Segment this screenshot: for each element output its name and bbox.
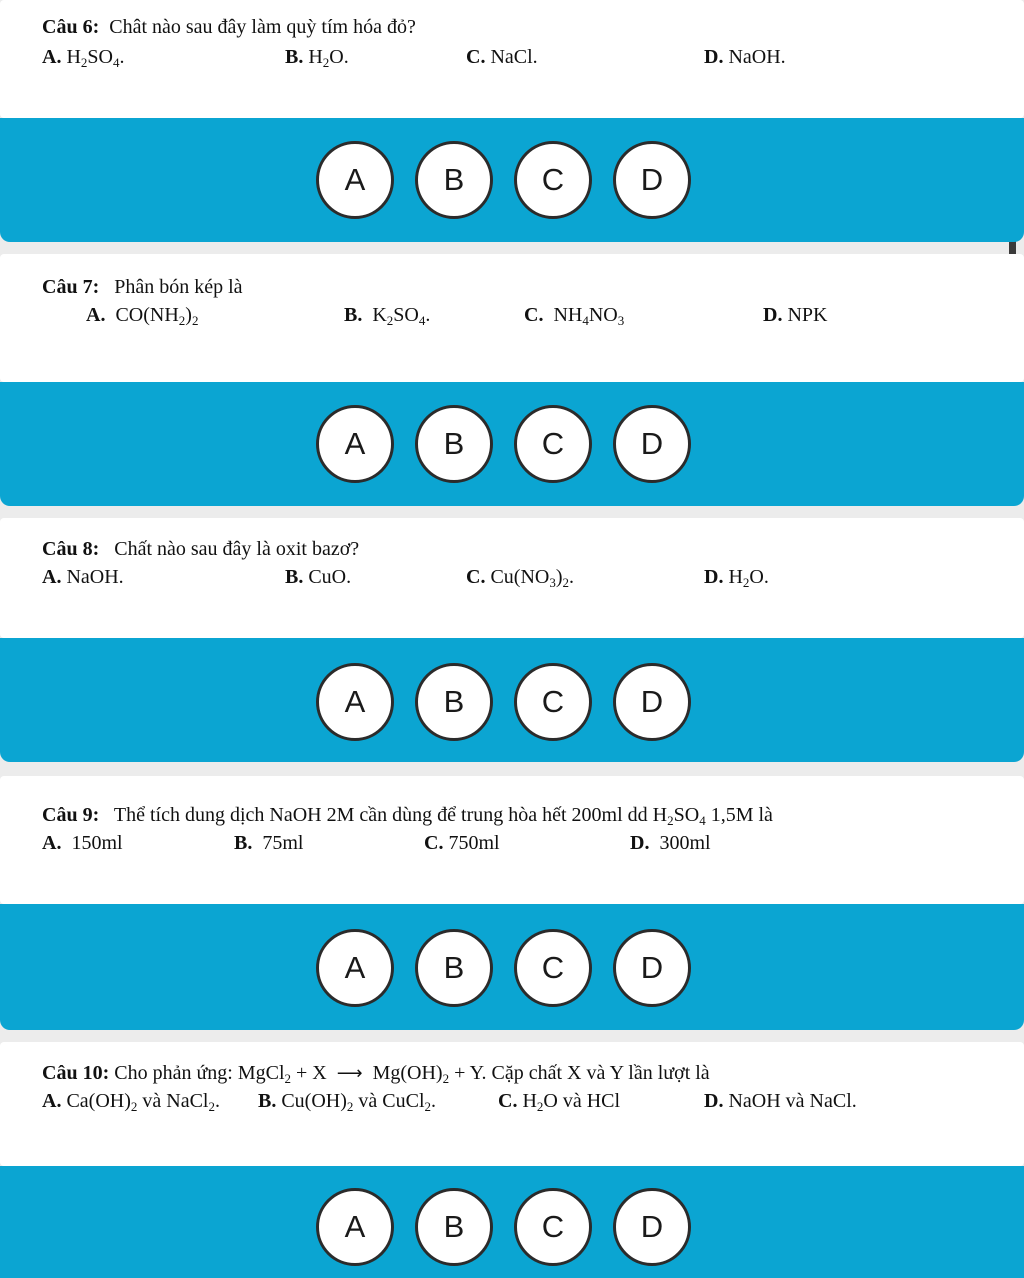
answer-button-d[interactable]: D xyxy=(613,405,691,483)
option-a: A. 150ml xyxy=(42,832,123,854)
question-title: Câu 9: Thể tích dung dịch NaOH 2M cần dùng để trung hòa hết 200ml dd $H_2SO_4$ 1,5M là xyxy=(42,804,773,828)
question-card-7 xyxy=(0,254,1024,382)
answer-button-c[interactable]: C xyxy=(514,141,592,219)
option-d: D. NaOH và NaCl. xyxy=(704,1090,857,1112)
answer-button-c[interactable]: C xyxy=(514,405,592,483)
answer-button-d[interactable]: D xyxy=(613,141,691,219)
answer-band-8 xyxy=(0,638,1024,762)
answer-band-9 xyxy=(0,904,1024,1030)
option-d: D. $H_2O$. xyxy=(704,566,769,590)
question-title: Câu 8: Chất nào sau đây là oxit bazơ? xyxy=(42,538,360,560)
answer-button-a[interactable]: A xyxy=(316,141,394,219)
answer-button-c[interactable]: C xyxy=(514,1188,592,1266)
option-a: A. $H_2SO_4$. xyxy=(42,46,125,70)
option-b: B. CuO. xyxy=(285,566,352,588)
option-a: A. NaOH. xyxy=(42,566,124,588)
answer-button-a[interactable]: A xyxy=(316,1188,394,1266)
option-c: C. NaCl. xyxy=(466,46,538,68)
answer-band-10 xyxy=(0,1166,1024,1278)
option-c: C. $Cu(NO_3)_2$. xyxy=(466,566,575,590)
option-a: A. $Ca(OH)_2$ và NaCl$_2$. xyxy=(42,1090,220,1114)
answer-button-c[interactable]: C xyxy=(514,663,592,741)
option-c: C. $H_2O$ và HCl xyxy=(498,1090,621,1114)
answer-button-b[interactable]: B xyxy=(415,929,493,1007)
answer-button-b[interactable]: B xyxy=(415,663,493,741)
option-d: D. 300ml xyxy=(630,832,711,854)
arrow-icon: ⟶ xyxy=(336,1063,363,1084)
question-title: Câu 6: Chât nào sau đây làm quỳ tím hóa đỏ? xyxy=(42,16,416,38)
answer-button-d[interactable]: D xyxy=(613,663,691,741)
option-b: B. $Cu(OH)_2$ và CuCl$_2$. xyxy=(258,1090,437,1114)
option-d: D. NaOH. xyxy=(704,46,786,68)
question-card-9 xyxy=(0,776,1024,904)
answer-button-b[interactable]: B xyxy=(415,1188,493,1266)
option-b: B. $K_2SO_4$. xyxy=(344,304,431,328)
question-title: Câu 7: Phân bón kép là xyxy=(42,276,243,298)
answer-button-a[interactable]: A xyxy=(316,929,394,1007)
answer-button-b[interactable]: B xyxy=(415,141,493,219)
answer-band-6 xyxy=(0,118,1024,242)
question-card-10 xyxy=(0,1042,1024,1166)
option-b: B. 75ml xyxy=(234,832,304,854)
answer-button-c[interactable]: C xyxy=(514,929,592,1007)
option-c: C. $NH_4NO_3$ xyxy=(524,304,625,328)
answer-button-b[interactable]: B xyxy=(415,405,493,483)
option-d: D. NPK xyxy=(763,304,828,326)
answer-button-a[interactable]: A xyxy=(316,405,394,483)
option-c: C. 750ml xyxy=(424,832,500,854)
question-card-6 xyxy=(0,0,1024,118)
option-b: B. $H_2O$. xyxy=(285,46,349,70)
answer-button-d[interactable]: D xyxy=(613,1188,691,1266)
question-title: Câu 10: Cho phản ứng: MgCl$_2$ + X ⟶ $Mg(OH)_2 + Y$. Cặp chất X và Y lần lượt là xyxy=(42,1062,710,1086)
question-card-8 xyxy=(0,518,1024,638)
answer-button-a[interactable]: A xyxy=(316,663,394,741)
option-a: A. $CO(NH_2)_2$ xyxy=(86,304,199,328)
answer-button-d[interactable]: D xyxy=(613,929,691,1007)
answer-band-7 xyxy=(0,382,1024,506)
